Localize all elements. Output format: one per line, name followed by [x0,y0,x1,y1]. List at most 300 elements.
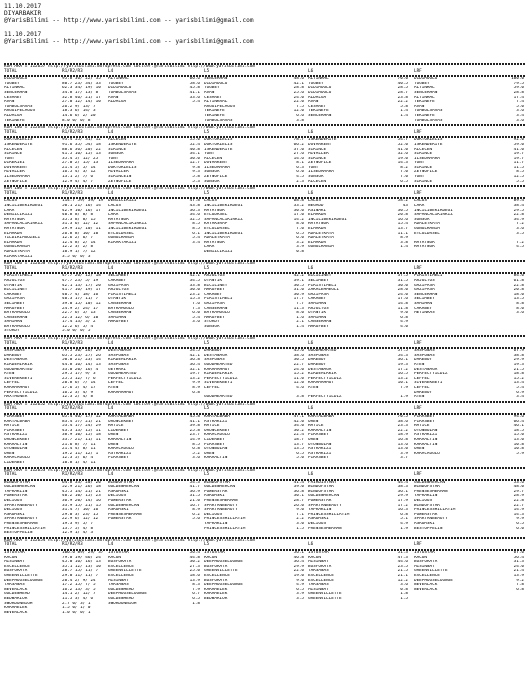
horse-name: PIRASBEY [4,428,25,433]
l4-score: 9.9 [192,381,200,386]
l4-horse: ISTOSTAR [108,551,129,555]
lrf-horse: SIRINCE [414,165,433,170]
l4-score: 33.8 [189,283,200,288]
l6-horse: ADALETKAYA [308,231,334,236]
l6-horse: KARTALBABA [308,414,334,419]
l4-score: 8.3 [192,583,200,588]
total-score: 39.0 15/ 10/ 12 [62,301,101,306]
horse-name: DEEPHOUSELOUNGE [4,578,43,583]
l6-horse: OREN [308,419,319,424]
l5-horse: KARTALBABA [204,414,230,419]
total-score: 50.0 21/ 23/ 14 [62,358,101,363]
l5-score: 12.0 [293,381,304,386]
l6-horse: MISINNAT [308,560,329,565]
l5-score: 37.0 [293,147,304,152]
horse-name: MARUFBEY [4,306,25,311]
l4-horse: YONT [108,156,119,161]
l5-horse: ORUNCEKBEY [204,428,230,433]
l6-score: 37.5 [397,274,408,279]
lrf-score: 3.4 [516,395,524,400]
lrf-score: 6.0 [516,526,524,531]
l6-horse: TUGBEY [308,81,324,86]
l6-score: 13.6 [397,442,408,447]
horse-name: EXCELLENCE [4,564,30,569]
l4-horse: LEFFEL [108,381,124,386]
l5-horse: ISKENDERIYE [204,147,233,152]
l5-horse: KAYAKSRAP [204,222,228,227]
l5-horse: DOKTORZELIS [204,142,233,147]
l5-horse: ILSEDAMARA [204,165,230,170]
l6-score: 1.4 [400,109,408,114]
l4-horse: POWERSTAR [108,517,132,522]
l5-horse: PIRISTIMELI [204,297,233,302]
lrf-horse: LEFFEL [414,376,430,381]
horse-name: SWORDONNIGH [4,601,33,606]
lrf-score: 7.2 [516,240,524,245]
lrf-score: 94.6 [513,414,524,419]
l5-horse: SENCERHAN [204,77,228,82]
horse-name: ALCECEN [4,147,23,152]
column-label: TOTAL [4,68,17,74]
lrf-horse: YONT [414,175,425,180]
horse-name: CESARET [4,95,23,100]
lrf-score: 41.0 [513,147,524,152]
l6-horse: ADALETKAYA [308,236,334,241]
lrf-horse: ILSEDAMARA [414,156,440,161]
l5-score: 9.0 [296,578,304,583]
l5-horse: CANSERHAN [204,306,228,311]
l4-score: 45.8 [189,414,200,419]
l5-score: 8.1 [296,161,304,166]
lrf-horse: LARA [414,204,425,209]
l6-horse: GOODHEARTED [308,349,337,354]
horse-name: KARAALTIN [4,442,28,447]
l5-horse: SONSUA [204,170,220,175]
l5-horse: ADALETKAYA [204,236,230,241]
total-score: 38.9 10/ 15/ 18 [62,433,101,438]
horse-name: STURDY [4,329,20,334]
total-score: 44.8 16/ 14/ 13 [62,363,101,368]
lrf-horse: SIRINCE [414,179,433,184]
l6-horse: GOLDENMERCAN [308,494,340,499]
l5-horse: ALTINKRAL [204,100,228,105]
l5-score: 31.0 [293,288,304,293]
lrf-horse: POWERSTAR [414,512,438,517]
lrf-score: 4.5 [516,245,524,250]
l6-horse: GAZIPASA [308,292,329,297]
l5-horse: BICILINEY [204,283,228,288]
table-row [4,531,525,536]
l4-score: 33.6 [189,95,200,100]
l6-horse: MARUFBEY [308,324,329,329]
horse-name: YILDIRIMGUZELI [4,236,41,241]
column-label: LRF [414,129,422,135]
lrf-horse: CAKABEY [414,306,433,311]
l6-horse: PIRASBEY [308,433,329,438]
l5-score: 30.5 [293,283,304,288]
l6-horse: SELIMBEY [308,278,329,283]
lrf-score: 18.5 [513,428,524,433]
l4-horse: LIDERBEY [108,428,129,433]
l4-horse: GAZIPASA [108,283,129,288]
l4-score: 41.1 [189,90,200,95]
total-score: 12.6 2/ 6/ 7 [62,236,94,241]
l5-horse: TUGBEY [204,86,220,91]
l5-score: 36.4 [293,560,304,565]
l5-score: 3.8 [296,395,304,400]
total-score: 14.6 6/ 2/ 20 [62,113,96,118]
lrf-score: 6.5 [516,522,524,527]
l5-horse: SPARTANBEAUTY [204,508,238,513]
table-row [4,255,525,260]
l4-horse: INCILIBEKIRDEGI [108,227,147,231]
lrf-score: 3.4 [516,113,524,118]
l4-horse: GOLDENMERCAN [108,503,140,508]
column-label: L6 [308,129,314,135]
l6-score: 41.0 [397,147,408,152]
l5-horse: ASROMSKI [204,494,225,499]
l4-horse: KIRDEMIRKIR [108,358,137,363]
lrf-horse: DAREBOY [414,358,433,363]
l5-horse: ASTRAKIZI [204,419,228,424]
l5-score: 17.7 [293,297,304,302]
column-label: R1/R2/R3 [62,190,83,196]
l6-horse: ASROMSKI [308,517,329,522]
column-label: LRF [414,542,422,548]
horse-name: BESTOPPELIN [4,531,33,536]
l4-score: 18.6 [189,573,200,578]
total-score: 47.7 26/ 12/ 18 [62,274,101,279]
l5-horse: ZEYNOFILE [204,175,228,180]
l6-score: 28.7 [397,90,408,95]
horse-name: PRINCESSHILLAYIM [4,526,46,531]
l4-horse: DESTANAGA [108,349,132,354]
l6-score: 36.1 [397,489,408,494]
l6-horse: ARJOLTOS [308,306,329,311]
total-score: 24.9 2/ 24/ 17 [62,306,99,311]
l4-horse: KIRAKTAKIZI [108,240,137,245]
l6-score: 20.8 [397,213,408,218]
l4-horse: KARAMAHMUT [108,390,134,395]
l6-horse: FAIRDISTANT [308,480,337,485]
total-score: 41.7 16/ 19/ 17 [62,288,101,293]
l4-horse: GOODHEARTED [108,372,137,377]
l4-score: 30.0 [189,156,200,161]
l6-horse: ASINAKI [308,208,327,213]
l4-score: 36.8 [189,358,200,363]
l5-horse: TEKINEFE [204,109,225,114]
l5-horse: KARAMELEK [204,587,228,592]
l4-score: 31.5 [189,494,200,499]
l5-horse: PRINCESSHILLAYIM [204,526,246,531]
lrf-horse: SIRINCE [414,152,433,157]
l5-score: 12.0 [293,109,304,114]
l5-horse: DAREBOY [204,349,223,354]
lrf-score: 14.3 [513,512,524,517]
l6-horse: ISTOSTAR [308,551,329,555]
horse-name: HAYATNUR [4,227,25,231]
horse-name: HATICE [4,424,20,429]
total-score: 93.4 55/ 31/ 12 [62,138,101,143]
lrf-score: 7.4 [516,100,524,105]
l5-score: 30.2 [293,428,304,433]
horse-name: PIRISTIMELI [4,274,33,279]
l5-horse: BOSFORATA [204,578,228,583]
l4-score: 23.2 [189,292,200,297]
lrf-score: 46.1 [513,424,524,429]
horse-name: DAREBOY [4,353,23,358]
l4-score: 5.4 [192,100,200,105]
lrf-horse: BESTOPPELIN [414,526,443,531]
l4-horse: SWORDONNIGH [108,601,137,606]
l4-score: 32.5 [189,217,200,222]
horse-name: ARGUIPELAGOS [4,109,36,114]
l5-score: 36.8 [293,489,304,494]
total-score: 53.4 17/ 24/ 29 [62,424,101,429]
l5-score: 4.5 [296,175,304,180]
lrf-score: 6.8 [516,587,524,592]
l4-horse: BOSFORATA [108,560,132,565]
horse-name: DIDIMOGLU [4,77,28,82]
l5-score: 25.6 [293,90,304,95]
race-block [4,401,525,466]
lrf-score: 38.8 [513,353,524,358]
lrf-horse: ISKENDERIYE [414,142,443,147]
l4-score: 8.9 [192,508,200,513]
l6-horse: ELMAKDR [308,240,327,245]
l5-horse: DIDIMOGLU [204,81,228,86]
column-label: L6 [308,68,314,74]
l6-horse: PERFECTYILDIZ [308,395,342,400]
lrf-horse: DESTANAGA [414,367,438,372]
horse-name: ASROMSKI [4,512,25,517]
l6-horse: LALUS [308,199,321,204]
column-label: R1/R2/R3 [62,129,83,135]
l6-score: 3.6 [400,583,408,588]
l4-horse: PIRASBEY [108,456,129,461]
horse-name: INCILIBEKIRDEGI [4,204,43,209]
lrf-score: 22.7 [513,503,524,508]
l4-score: 56.4 [189,551,200,555]
l6-score: 3.7 [400,456,408,461]
l5-horse: OYUNBOZAN [204,447,228,452]
horse-name: MIVALLER [4,170,25,175]
l4-horse: PIRISTIMELI [108,292,137,297]
lrf-score: 12.5 [513,175,524,180]
l4-score: 14.9 [189,437,200,442]
horse-name: KARAMAHMUT [4,386,30,390]
total-score: 22.7 6/ 5/ 13 [62,311,96,316]
l4-score: 5.8 [192,175,200,180]
l6-horse: DIDIMOGLU [308,90,332,95]
lrf-horse: WINDOFSTAR [414,503,440,508]
total-score: 18.3 6/ 14/ 3 [62,109,96,114]
l5-score: 15.2 [293,372,304,377]
l4-score: 15.3 [189,297,200,302]
lrf-horse: SAMIHAN [414,301,433,306]
l6-horse: GONULHANIM [308,245,334,250]
lrf-score: 3.6 [516,227,524,231]
l6-horse: ZAKALEHMEGLI [308,288,340,293]
total-score: 17.6 5/ 4/ 17 [62,386,96,390]
lrf-score: 13.4 [513,381,524,386]
column-label: L6 [308,340,314,346]
l5-horse: CAKABEY [204,292,223,297]
horse-name: CANSERHAN [4,315,28,320]
l6-horse: ASTRAKIZI [308,447,332,452]
lrf-horse: KARACAOGLU [414,451,440,456]
horse-name: TARSANAS [4,583,25,588]
horse-name: KARACAOGLU [4,456,30,461]
l5-horse: EXCELLENCE [204,573,230,578]
column-header [4,70,525,75]
report-contact-repeat: @YarisBilimi -- http://www.yarisbilimi.com -- yarisbilimi@gmail.com [4,38,254,45]
l6-horse: PIRASBEY [308,456,329,461]
l4-score: 16.7 [189,503,200,508]
total-score: 106.6 89/ 29/ 37 [62,551,104,555]
lrf-horse: TEKINEFE [414,100,435,105]
lrf-score: 89.4 [513,199,524,204]
l4-horse: ASROMSKI [108,508,129,513]
horse-name: ATEN [4,372,15,377]
l4-horse: DOKTORZELIS [108,165,137,170]
lrf-horse: ALCECEN [414,147,433,152]
horse-name: ASTRAKIZI [4,433,28,438]
total-score: 27.0 12/ 14/ 10 [62,100,101,105]
l5-horse: KARAALTIN [204,456,228,461]
lrf-horse: METINRAS [414,311,435,316]
column-label: R1/R2/R3 [62,265,83,271]
total-score: 14.1 2/ 12/ 7 [62,592,96,597]
l4-score: 6.1 [192,231,200,236]
l6-horse: ELMAKDR [308,227,327,231]
horse-name: MAXTHUNER [4,395,28,400]
lrf-score: 24.0 [513,564,524,569]
l5-score: 18.7 [293,437,304,442]
l5-horse: GOODHEARTED [204,395,233,400]
l4-score: 6.8 [192,390,200,395]
l5-horse: ARGUIPELAGOS [204,104,236,109]
lrf-horse: HAYATNUR [414,245,435,250]
l6-score: 10.1 [397,381,408,386]
horse-name: POWERSTAR [4,494,28,499]
lrf-score: 56.4 [513,555,524,560]
l4-score: 5.6 [192,517,200,522]
l6-score: 17.2 [397,503,408,508]
l6-score: 1.8 [400,592,408,597]
lrf-horse: ISTOSTAR [414,551,435,555]
l6-horse: MISINNAT [308,587,329,592]
l6-horse: SIRINCE [308,156,327,161]
horse-name: NEVERLACK [4,610,28,615]
l4-horse: BAYRAMOGLU [108,306,134,311]
l4-horse: SASPUNAS [108,363,129,368]
horse-name: BICILINEY [4,288,28,293]
lrf-horse: HAYATNUR [414,240,435,245]
l4-horse: SIRINCE [108,147,127,152]
lrf-horse: EXCELLENCE [414,573,440,578]
lrf-score: 59.0 [513,142,524,147]
l5-horse: KARAMAHMUT [204,367,230,372]
l5-horse: YAPRAKLIN [204,522,228,527]
l5-score: 46.8 [293,555,304,560]
total-score: 79.0 19/ 46/ 24 [62,555,101,560]
l6-score: 54.3 [397,353,408,358]
l6-score: 19.3 [397,363,408,368]
lrf-score: 3.6 [516,118,524,123]
l4-horse: EXCELLENCE [108,564,134,569]
l4-score: 8.5 [192,442,200,447]
l4-horse: PRENSESHERMAN [108,512,142,517]
lrf-horse: DOKTORZELIS [414,138,443,143]
horse-name: SPARTANBEAUTY [4,503,38,508]
race-block [4,185,525,259]
l4-score: 54.5 [189,349,200,354]
l5-score: 2.1 [296,320,304,325]
l4-horse: GOLDENMERCAN [108,485,140,490]
l6-horse: ELMAKDR [308,213,327,218]
column-header [4,192,525,197]
l5-score: 6.5 [296,587,304,592]
l5-score: 6.3 [296,165,304,170]
l4-horse: GOLDENHEAD [108,596,134,601]
l4-score: 54.3 [189,480,200,485]
column-label: L5 [204,542,210,548]
lrf-horse: SELIMBEY [414,297,435,302]
l5-score: 7.1 [296,512,304,517]
l6-score: 30.5 [397,208,408,213]
l4-horse: OTANTIK [108,297,127,302]
lrf-horse: ARJOLTOS [414,278,435,283]
lrf-score: 22.8 [513,213,524,218]
total-score: 1.0 0/ 0/ 1 [62,610,91,615]
total-score: 62.3 34/ 19/ 10 [62,86,101,91]
lrf-score: 29.5 [513,208,524,213]
lrf-score: 10.8 [513,442,524,447]
column-label: TOTAL [4,472,17,478]
l4-horse: ASTRAKIZI [108,451,132,456]
horse-name: ZEYNOFILE [4,179,28,184]
total-score: 3.5 0/ 0/ 3 [62,254,91,259]
l4-horse: OREN [108,442,119,447]
horse-name: GOLDENMERCAN [4,485,36,490]
horse-name: PRENSESHERMAN [4,522,38,527]
horse-name: YAPRAKLIN [4,489,28,494]
total-score: 33.0 20/ 16/ 4 [62,367,99,372]
total-score: 80.7 23/ 34/ 33 [62,81,101,86]
column-label: L6 [308,542,314,548]
lrf-horse: ADALETKAYA [414,222,440,227]
horse-name: ADALETKAYA [4,249,30,254]
l4-score: 5.4 [192,315,200,320]
l6-horse: KIRDEMIRKIR [308,372,337,377]
total-score: 95.8 36/ 22/ 35 [62,77,101,82]
column-label: L5 [204,68,210,74]
lrf-score: 19.7 [513,156,524,161]
l4-score: 30.0 [189,288,200,293]
lrf-score: 18.0 [513,292,524,297]
column-label: LRF [414,68,422,74]
l6-horse: YAPRAKLIN [308,508,332,513]
l5-horse: GOLDENMERCAN [204,485,236,490]
l5-score: 3.5 [296,596,304,601]
total-score: 13.7 5/ 4/ 8 [62,526,94,531]
l4-score: 7.6 [192,301,200,306]
l6-horse: SASPUNAS [308,353,329,358]
lrf-score: 34.9 [513,217,524,222]
horse-name: BOSFORATA [4,569,28,574]
report-contact: @YarisBilimi -- http://www.yarisbilimi.com -- yarisbilimi@gmail.com [4,17,254,24]
